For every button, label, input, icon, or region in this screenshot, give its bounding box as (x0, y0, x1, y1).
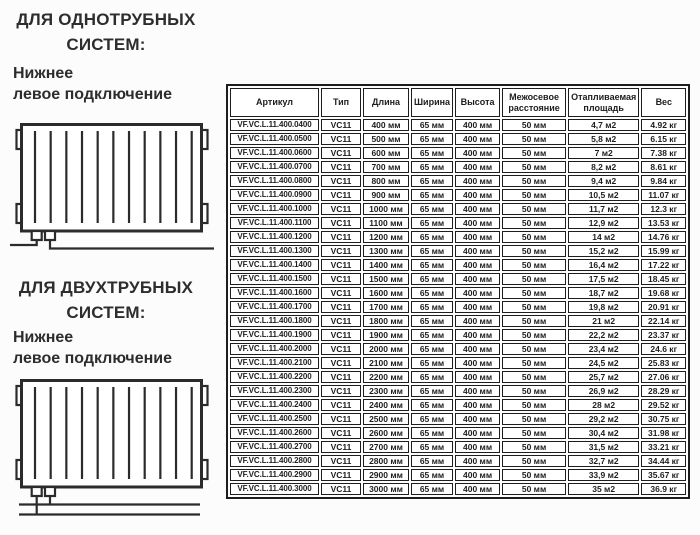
table-cell: 50 мм (502, 441, 566, 453)
table-cell: 65 мм (411, 385, 453, 397)
table-cell: 2900 мм (363, 469, 409, 481)
table-cell: 18.45 кг (641, 273, 686, 285)
table-cell: VC11 (321, 189, 361, 201)
table-cell: 50 мм (502, 399, 566, 411)
table-cell: 2100 мм (363, 357, 409, 369)
table-cell: 1800 мм (363, 315, 409, 327)
valve-stub-icon (32, 231, 42, 240)
table-row (230, 287, 686, 299)
table-cell: 50 мм (502, 133, 566, 145)
table-header-row (230, 88, 686, 117)
table-cell: 17,5 м2 (568, 273, 639, 285)
table-cell: 8.61 кг (641, 161, 686, 173)
table-cell: VC11 (321, 161, 361, 173)
column-header: Длина (363, 88, 409, 117)
table-cell: 65 мм (411, 259, 453, 271)
return-pipe (50, 240, 214, 249)
table-cell: 65 мм (411, 217, 453, 229)
table-cell: VF.VC.L.11.400.0400 (230, 119, 319, 131)
table-cell: 65 мм (411, 119, 453, 131)
table-row (230, 217, 686, 229)
table-cell: 19,8 м2 (568, 301, 639, 313)
subheading-line: Нижнее (13, 65, 74, 82)
table-cell: 65 мм (411, 343, 453, 355)
radiator-body (22, 125, 202, 232)
table-cell: 25,7 м2 (568, 371, 639, 383)
table-cell: 65 мм (411, 483, 453, 495)
table-cell: 400 мм (455, 273, 500, 285)
table-cell: 400 мм (455, 371, 500, 383)
table-cell: 26,9 м2 (568, 385, 639, 397)
table-cell: 400 мм (455, 399, 500, 411)
table-cell: 65 мм (411, 231, 453, 243)
two-pipe-radiator-diagram (6, 373, 218, 523)
table-cell: VF.VC.L.11.400.2400 (230, 399, 319, 411)
table-cell: 2300 мм (363, 385, 409, 397)
table-cell: VC11 (321, 357, 361, 369)
table-cell: 50 мм (502, 455, 566, 467)
table-row (230, 161, 686, 173)
column-header: Ширина (411, 88, 453, 117)
subheading-line: левое подключение (13, 85, 172, 103)
table-cell: 65 мм (411, 315, 453, 327)
table-row (230, 315, 686, 327)
table-cell: VC11 (321, 245, 361, 257)
table-row (230, 245, 686, 257)
single-pipe-connection-label (13, 64, 218, 106)
table-row (230, 329, 686, 341)
table-cell: VC11 (321, 413, 361, 425)
table-cell: 8,2 м2 (568, 161, 639, 173)
heading-line: ДЛЯ ОДНОТРУБНЫХ (16, 10, 196, 29)
table-cell: 50 мм (502, 147, 566, 159)
table-cell: 31.98 кг (641, 427, 686, 439)
table-cell: 2600 мм (363, 427, 409, 439)
table-cell: 65 мм (411, 175, 453, 187)
table-cell: 6.15 кг (641, 133, 686, 145)
table-cell: 35 м2 (568, 483, 639, 495)
table-cell: 1600 мм (363, 287, 409, 299)
table-cell: 65 мм (411, 147, 453, 159)
table-cell: 400 мм (455, 189, 500, 201)
table-cell: VF.VC.L.11.400.1800 (230, 315, 319, 327)
table-cell: 65 мм (411, 441, 453, 453)
table-row (230, 203, 686, 215)
table-cell: VC11 (321, 147, 361, 159)
table-cell: 700 мм (363, 161, 409, 173)
table-cell: VF.VC.L.11.400.1500 (230, 273, 319, 285)
table-cell: 50 мм (502, 371, 566, 383)
table-cell: 50 мм (502, 315, 566, 327)
table-cell: VF.VC.L.11.400.0800 (230, 175, 319, 187)
table-row (230, 385, 686, 397)
table-cell: 12.3 кг (641, 203, 686, 215)
table-cell: VF.VC.L.11.400.1000 (230, 203, 319, 215)
table-cell: 50 мм (502, 231, 566, 243)
table-row (230, 413, 686, 425)
table-cell: 33,9 м2 (568, 469, 639, 481)
table-cell: 2200 мм (363, 371, 409, 383)
table-cell: 50 мм (502, 259, 566, 271)
table-cell: 50 мм (502, 245, 566, 257)
table-cell: 50 мм (502, 189, 566, 201)
table-cell: VF.VC.L.11.400.2500 (230, 413, 319, 425)
table-cell: VF.VC.L.11.400.2300 (230, 385, 319, 397)
table-cell: 400 мм (455, 357, 500, 369)
table-cell: 9,4 м2 (568, 175, 639, 187)
table-cell: VF.VC.L.11.400.2000 (230, 343, 319, 355)
table-cell: VC11 (321, 217, 361, 229)
table-cell: 65 мм (411, 203, 453, 215)
table-cell: 1000 мм (363, 203, 409, 215)
table-cell: 65 мм (411, 357, 453, 369)
table-row (230, 189, 686, 201)
table-cell: 28.29 кг (641, 385, 686, 397)
table-cell: 18,7 м2 (568, 287, 639, 299)
table-row (230, 357, 686, 369)
table-cell: 65 мм (411, 399, 453, 411)
subheading-line: левое подключение (13, 349, 172, 367)
table-cell: VC11 (321, 301, 361, 313)
table-cell: 50 мм (502, 203, 566, 215)
table-cell: 13.53 кг (641, 217, 686, 229)
table-cell: 65 мм (411, 161, 453, 173)
table-cell: VF.VC.L.11.400.3000 (230, 483, 319, 495)
table-cell: 11,7 м2 (568, 203, 639, 215)
table-cell: 28 м2 (568, 399, 639, 411)
table-cell: VC11 (321, 203, 361, 215)
table-cell: 65 мм (411, 245, 453, 257)
table-row (230, 301, 686, 313)
table-cell: 400 мм (455, 329, 500, 341)
table-row (230, 147, 686, 159)
table-cell: VF.VC.L.11.400.1900 (230, 329, 319, 341)
table-cell: 65 мм (411, 413, 453, 425)
table-cell: 7.38 кг (641, 147, 686, 159)
table-cell: 65 мм (411, 287, 453, 299)
table-cell: 24.6 кг (641, 343, 686, 355)
table-cell: VF.VC.L.11.400.1300 (230, 245, 319, 257)
table-cell: 600 мм (363, 147, 409, 159)
table-cell: 2000 мм (363, 343, 409, 355)
table-cell: VC11 (321, 483, 361, 495)
table-cell: 2800 мм (363, 455, 409, 467)
table-cell: 400 мм (455, 175, 500, 187)
table-cell: 16,4 м2 (568, 259, 639, 271)
table-cell: 1200 мм (363, 231, 409, 243)
table-cell: VF.VC.L.11.400.1100 (230, 217, 319, 229)
single-pipe-radiator-diagram (6, 117, 218, 259)
table-cell: 400 мм (455, 455, 500, 467)
table-cell: VF.VC.L.11.400.1400 (230, 259, 319, 271)
table-cell: 400 мм (455, 427, 500, 439)
table-cell: 14.76 кг (641, 231, 686, 243)
table-row (230, 273, 686, 285)
spec-table-body (230, 119, 686, 495)
table-cell: 34.44 кг (641, 455, 686, 467)
column-header: Артикул (230, 88, 319, 117)
table-cell: VF.VC.L.11.400.1200 (230, 231, 319, 243)
table-cell: 29,2 м2 (568, 413, 639, 425)
table-cell: 33.21 кг (641, 441, 686, 453)
column-header: Высота (455, 88, 500, 117)
table-cell: VC11 (321, 469, 361, 481)
table-cell: 400 мм (455, 217, 500, 229)
column-header: Тип (321, 88, 361, 117)
table-row (230, 231, 686, 243)
table-cell: 1900 мм (363, 329, 409, 341)
table-cell: 23,4 м2 (568, 343, 639, 355)
table-row (230, 259, 686, 271)
table-cell: 35.67 кг (641, 469, 686, 481)
table-cell: 50 мм (502, 413, 566, 425)
table-cell: 50 мм (502, 427, 566, 439)
table-cell: VC11 (321, 175, 361, 187)
table-cell: VF.VC.L.11.400.2800 (230, 455, 319, 467)
table-cell: 400 мм (455, 301, 500, 313)
table-cell: VC11 (321, 133, 361, 145)
table-cell: 2500 мм (363, 413, 409, 425)
heading-line: СИСТЕМ: (66, 34, 146, 54)
table-cell: VF.VC.L.11.400.2700 (230, 441, 319, 453)
table-cell: 800 мм (363, 175, 409, 187)
table-cell: 30,4 м2 (568, 427, 639, 439)
table-cell: 3000 мм (363, 483, 409, 495)
table-cell: 2700 мм (363, 441, 409, 453)
radiator-body (22, 381, 202, 488)
table-cell: 1700 мм (363, 301, 409, 313)
table-cell: 65 мм (411, 469, 453, 481)
table-cell: 400 мм (455, 161, 500, 173)
single-pipe-section-heading (4, 8, 208, 57)
table-cell: 400 мм (455, 441, 500, 453)
table-cell: VC11 (321, 455, 361, 467)
table-cell: 27.06 кг (641, 371, 686, 383)
table-cell: VC11 (321, 441, 361, 453)
table-cell: 20.91 кг (641, 301, 686, 313)
table-cell: VC11 (321, 287, 361, 299)
table-cell: 900 мм (363, 189, 409, 201)
table-cell: 19.68 кг (641, 287, 686, 299)
table-cell: VC11 (321, 259, 361, 271)
table-cell: 25.83 кг (641, 357, 686, 369)
table-cell: 50 мм (502, 343, 566, 355)
table-cell: 9.84 кг (641, 175, 686, 187)
table-cell: 4,7 м2 (568, 119, 639, 131)
table-cell: 14 м2 (568, 231, 639, 243)
table-cell: VF.VC.L.11.400.2900 (230, 469, 319, 481)
table-row (230, 175, 686, 187)
table-cell: 32,7 м2 (568, 455, 639, 467)
table-row (230, 399, 686, 411)
table-cell: 50 мм (502, 357, 566, 369)
table-cell: 400 мм (455, 147, 500, 159)
table-cell: VF.VC.L.11.400.0900 (230, 189, 319, 201)
two-pipe-section-heading (4, 276, 208, 325)
table-cell: 65 мм (411, 427, 453, 439)
table-cell: 1300 мм (363, 245, 409, 257)
table-cell: 24,5 м2 (568, 357, 639, 369)
heading-line: СИСТЕМ: (66, 302, 146, 322)
table-cell: 50 мм (502, 217, 566, 229)
table-cell: VF.VC.L.11.400.1700 (230, 301, 319, 313)
table-cell: 15.99 кг (641, 245, 686, 257)
table-cell: 400 мм (455, 231, 500, 243)
two-pipe-connection-label (13, 328, 218, 370)
subheading-line: Нижнее (13, 329, 74, 346)
table-cell: 12,9 м2 (568, 217, 639, 229)
table-row (230, 441, 686, 453)
table-cell: VF.VC.L.11.400.2200 (230, 371, 319, 383)
table-cell: 31,5 м2 (568, 441, 639, 453)
table-row (230, 455, 686, 467)
table-cell: 400 мм (455, 287, 500, 299)
table-cell: VC11 (321, 385, 361, 397)
table-cell: 400 мм (455, 133, 500, 145)
table-cell: VC11 (321, 231, 361, 243)
table-cell: VF.VC.L.11.400.2600 (230, 427, 319, 439)
table-cell: 50 мм (502, 287, 566, 299)
table-cell: 17.22 кг (641, 259, 686, 271)
table-cell: VF.VC.L.11.400.0600 (230, 147, 319, 159)
table-cell: 21 м2 (568, 315, 639, 327)
table-cell: VF.VC.L.11.400.1600 (230, 287, 319, 299)
table-cell: VC11 (321, 119, 361, 131)
column-header: Отапливаемая площадь (568, 88, 639, 117)
table-cell: 65 мм (411, 189, 453, 201)
table-cell: VC11 (321, 329, 361, 341)
table-cell: 30.75 кг (641, 413, 686, 425)
table-row (230, 119, 686, 131)
heading-line: ДЛЯ ДВУХТРУБНЫХ (18, 278, 194, 297)
table-cell: 65 мм (411, 455, 453, 467)
table-cell: 11.07 кг (641, 189, 686, 201)
valve-stub-icon (32, 487, 42, 496)
table-cell: VC11 (321, 371, 361, 383)
table-cell: 50 мм (502, 483, 566, 495)
table-row (230, 469, 686, 481)
table-cell: 1400 мм (363, 259, 409, 271)
table-cell: 50 мм (502, 301, 566, 313)
table-cell: 36.9 кг (641, 483, 686, 495)
spec-table-container (226, 84, 690, 499)
table-cell: 400 мм (455, 343, 500, 355)
table-cell: 400 мм (455, 245, 500, 257)
column-header: Межосевое расстояние (502, 88, 566, 117)
table-cell: 400 мм (455, 119, 500, 131)
column-header: Вес (641, 88, 686, 117)
table-cell: 65 мм (411, 301, 453, 313)
table-row (230, 343, 686, 355)
table-row (230, 133, 686, 145)
table-cell: 400 мм (455, 469, 500, 481)
table-cell: 5,8 м2 (568, 133, 639, 145)
table-row (230, 427, 686, 439)
table-cell: 4.92 кг (641, 119, 686, 131)
radiator-spec-table (226, 84, 690, 499)
table-row (230, 483, 686, 495)
valve-stub-icon (45, 487, 55, 496)
table-cell: 50 мм (502, 175, 566, 187)
table-cell: 50 мм (502, 385, 566, 397)
table-cell: VC11 (321, 315, 361, 327)
table-cell: VF.VC.L.11.400.2100 (230, 357, 319, 369)
table-cell: 400 мм (455, 203, 500, 215)
table-cell: 50 мм (502, 273, 566, 285)
table-cell: 65 мм (411, 273, 453, 285)
table-cell: 50 мм (502, 469, 566, 481)
valve-stub-icon (45, 231, 55, 240)
table-cell: VC11 (321, 343, 361, 355)
table-cell: 65 мм (411, 133, 453, 145)
table-cell: 1100 мм (363, 217, 409, 229)
table-cell: 22.14 кг (641, 315, 686, 327)
table-cell: 400 мм (455, 385, 500, 397)
table-cell: 50 мм (502, 119, 566, 131)
table-cell: 400 мм (455, 315, 500, 327)
table-cell: 50 мм (502, 329, 566, 341)
table-cell: 50 мм (502, 161, 566, 173)
table-row (230, 371, 686, 383)
table-cell: VF.VC.L.11.400.0700 (230, 161, 319, 173)
table-cell: VC11 (321, 273, 361, 285)
table-cell: 500 мм (363, 133, 409, 145)
table-cell: 65 мм (411, 371, 453, 383)
table-cell: 29.52 кг (641, 399, 686, 411)
table-cell: 400 мм (455, 483, 500, 495)
table-cell: 400 мм (363, 119, 409, 131)
table-cell: VF.VC.L.11.400.0500 (230, 133, 319, 145)
table-cell: 1500 мм (363, 273, 409, 285)
table-cell: VC11 (321, 399, 361, 411)
table-cell: 400 мм (455, 413, 500, 425)
table-cell: 400 мм (455, 259, 500, 271)
table-cell: 2400 мм (363, 399, 409, 411)
table-cell: 65 мм (411, 329, 453, 341)
table-cell: 15,2 м2 (568, 245, 639, 257)
table-cell: 10,5 м2 (568, 189, 639, 201)
table-cell: VC11 (321, 427, 361, 439)
table-cell: 7 м2 (568, 147, 639, 159)
table-cell: 22,2 м2 (568, 329, 639, 341)
table-cell: 23.37 кг (641, 329, 686, 341)
